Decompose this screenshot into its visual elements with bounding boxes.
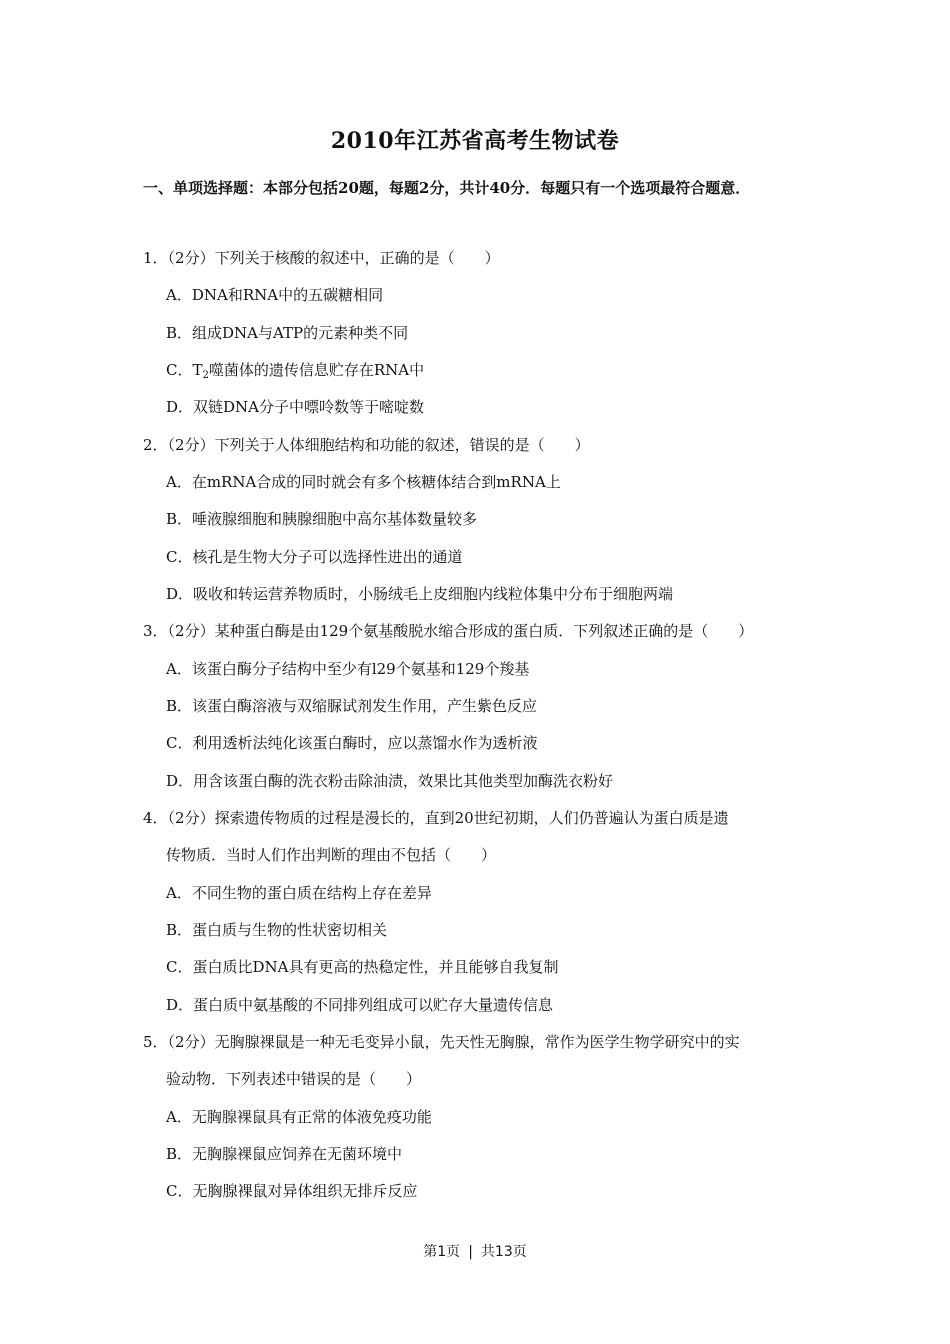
question-5-option-b: B．无胸腺裸鼠应饲养在无菌环境中 xyxy=(166,1145,403,1163)
question-4-option-c: C．蛋白质比DNA具有更高的热稳定性，并且能够自我复制 xyxy=(166,958,559,976)
question-5-stem-continued: 验动物．下列表述中错误的是（ ） xyxy=(166,1070,422,1088)
question-1-option-d: D．双链DNA分子中嘌呤数等于嘧啶数 xyxy=(166,398,425,416)
question-2-option-c: C．核孔是生物大分子可以选择性进出的通道 xyxy=(166,548,463,566)
question-5-option-c: C．无胸腺裸鼠对异体组织无排斥反应 xyxy=(166,1182,418,1200)
question-1-stem: 1．（2分）下列关于核酸的叙述中，正确的是（ ） xyxy=(143,249,500,267)
option-c-text: 噬菌体的遗传信息贮存在RNA中 xyxy=(208,361,425,379)
question-4-option-a: A．不同生物的蛋白质在结构上存在差异 xyxy=(166,884,432,902)
page-number: 第1页 xyxy=(423,1244,461,1260)
page-total: 共13页 xyxy=(480,1244,527,1260)
question-4-stem: 4．（2分）探索遗传物质的过程是漫长的，直到20世纪初期，人们仍普遍认为蛋白质是遗 xyxy=(143,809,729,827)
question-1-option-c xyxy=(166,360,424,380)
page-title: 2010年江苏省高考生物试卷 xyxy=(330,128,620,154)
option-c-subscript: 2 xyxy=(202,370,209,381)
section-heading: 一、单项选择题：本部分包括20题，每题2分，共计40分．每题只有一个选项最符合题意． xyxy=(143,179,751,197)
question-5-option-a: A．无胸腺裸鼠具有正常的体液免疫功能 xyxy=(166,1108,432,1126)
question-3-option-d: D．用含该蛋白酶的洗衣粉击除油渍，效果比其他类型加酶洗衣粉好 xyxy=(166,772,614,790)
question-3-option-a: A．该蛋白酶分子结构中至少有l29个氨基和129个羧基 xyxy=(166,660,530,678)
question-1-option-a: A．DNA和RNA中的五碳糖相同 xyxy=(166,286,384,304)
question-2-option-d: D．吸收和转运营养物质时，小肠绒毛上皮细胞内线粒体集中分布于细胞两端 xyxy=(166,585,674,603)
footer-separator: | xyxy=(468,1244,473,1260)
question-5-stem: 5．（2分）无胸腺裸鼠是一种无毛变异小鼠，先天性无胸腺，常作为医学生物学研究中的实 xyxy=(143,1033,740,1051)
question-4-stem-continued: 传物质．当时人们作出判断的理由不包括（ ） xyxy=(166,846,497,864)
question-3-stem: 3．（2分）某种蛋白酶是由129个氨基酸脱水缩合形成的蛋白质．下列叙述正确的是（ ） xyxy=(143,622,754,640)
question-1-option-b: B．组成DNA与ATP的元素种类不同 xyxy=(166,324,409,342)
question-2-option-b: B．唾液腺细胞和胰腺细胞中高尔基体数量较多 xyxy=(166,510,478,528)
question-4-option-d: D．蛋白质中氨基酸的不同排列组成可以贮存大量遗传信息 xyxy=(166,996,554,1014)
question-2-option-a: A．在mRNA合成的同时就会有多个核糖体结合到mRNA上 xyxy=(166,473,561,491)
page-footer xyxy=(0,1241,950,1261)
question-3-option-b: B．该蛋白酶溶液与双缩脲试剂发生作用，产生紫色反应 xyxy=(166,697,538,715)
question-4-option-b: B．蛋白质与生物的性状密切相关 xyxy=(166,921,388,939)
question-2-stem: 2．（2分）下列关于人体细胞结构和功能的叙述，错误的是（ ） xyxy=(143,436,590,454)
option-c-prefix: C．T xyxy=(166,361,203,379)
question-3-option-c: C．利用透析法纯化该蛋白酶时，应以蒸馏水作为透析液 xyxy=(166,734,538,752)
